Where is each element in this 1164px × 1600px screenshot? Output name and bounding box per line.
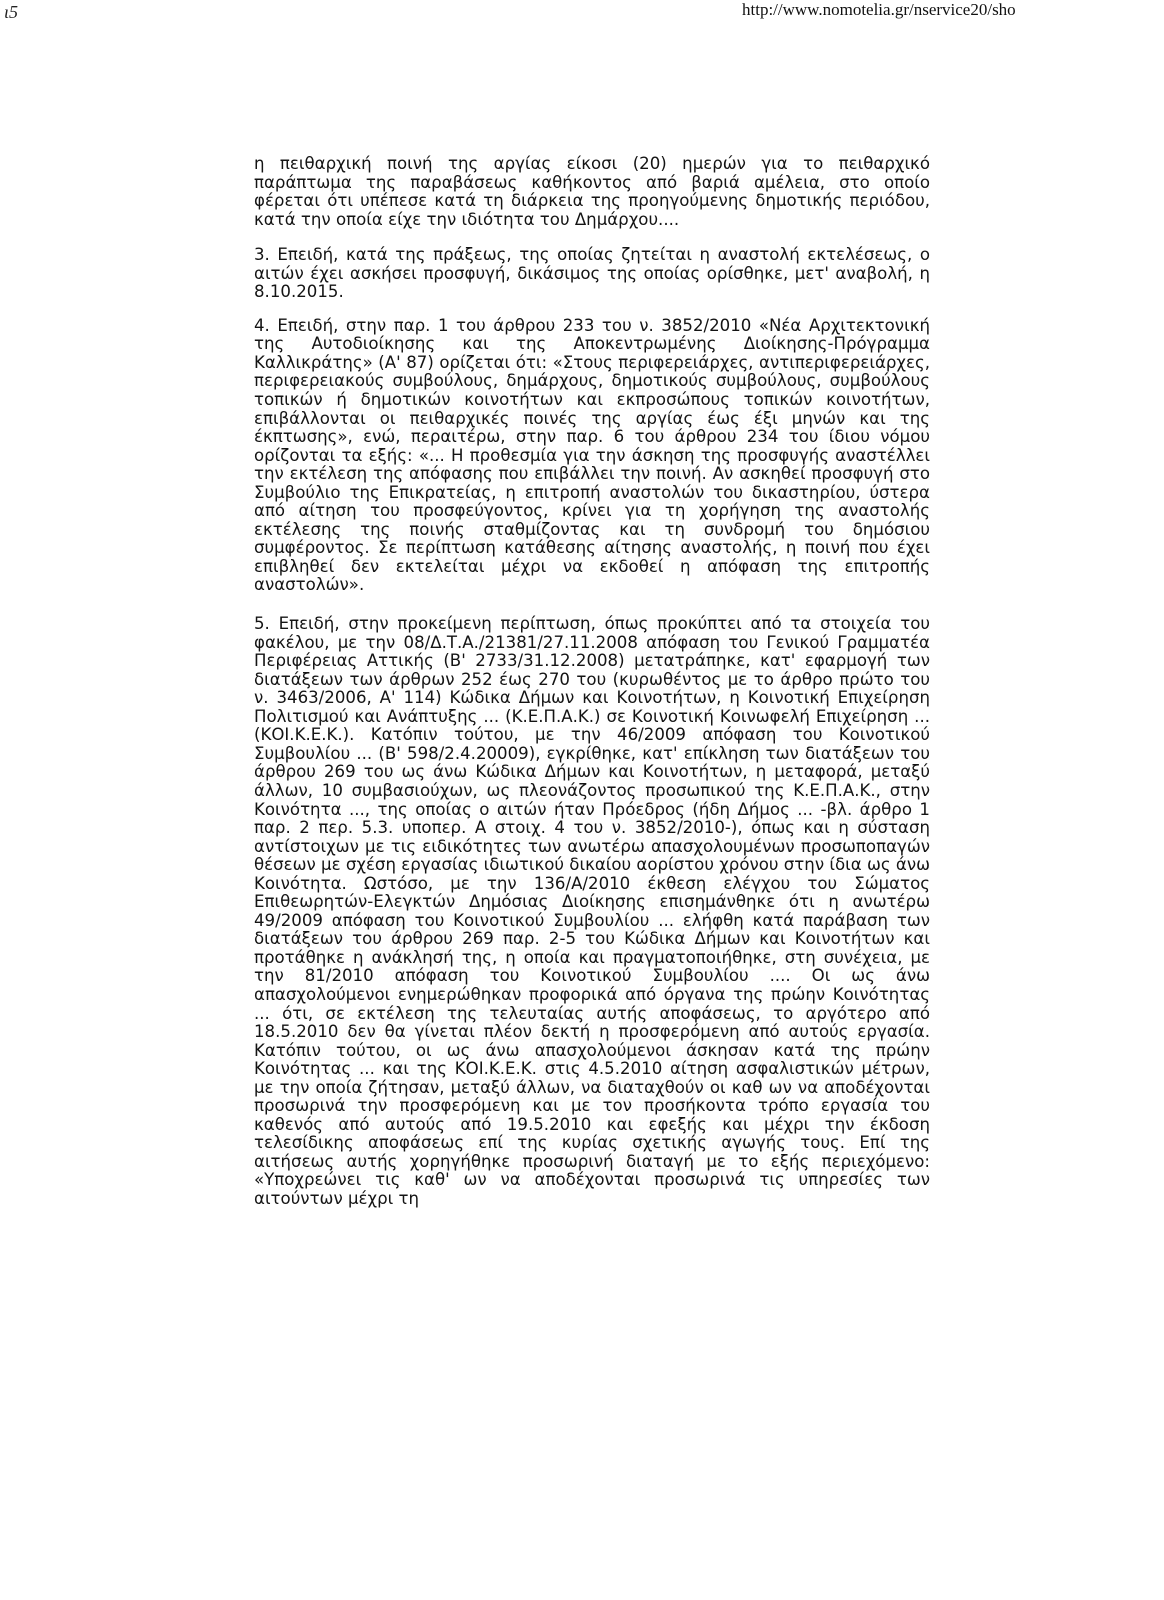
paragraph-5: 5. Επειδή, στην προκείμενη περίπτωση, όπως προκύπτει από τα στοιχεία του φακέλου, με την 08/Δ.Τ.Α./21381/27.11.2008 απόφαση του Γενικού Γραμματέα Περιφέρειας Αττικής (Β' 2733/31.12.2008) μετατράπηκε, κατ' εφαρμογή των διατάξεων των άρθρων 252 έως 270 του (κυρωθέντος με το άρθρο πρώτο του ν. 3463/2006, Α' 114) Κώδικα Δήμων και Κοινοτήτων, η Κοινοτική Επιχείρηση Πολιτισμού και Ανάπτυξης ... (Κ.Ε.Π.Α.Κ.) σε Κοινοτική Κοινωφελή Επιχείρηση ... (ΚΟΙ.Κ.Ε.Κ.). Κατόπιν τούτου, με την 46/2009 απόφαση του Κοινοτικού Συμβουλίου ... (Β' 598/2.4.20009), εγκρίθηκε, κατ' επίκληση των διατάξεων του άρθρου 269 του ως άνω Κώδικα Δήμων και Κοινοτήτων, η μεταφορά, μεταξύ άλλων, 10 συμβασιούχων, ως πλεονάζοντος προσωπικού της Κ.Ε.Π.Α.Κ., στην Κοινότητα ..., της οποίας ο αιτών ήταν Πρόεδρος (ήδη Δήμος ... -βλ. άρθρο 1 παρ. 2 περ. 5.3. υποπερ. Α στοιχ. 4 του ν. 3852/2010-), όπως και η σύσταση αντίστοιχων με τις ειδικότητες των ανωτέρω απασχολουμένων προσωποπαγών θέσεων με σχέση εργασίας ιδιωτικού δικαίου αορίστου χρόνου στην ίδια ως άνω Κοινότητα. Ωστόσο, με την 136/Α/2010 έκθεση ελέγχου του Σώματος Επιθεωρητών-Ελεγκτών Δημόσιας Διοίκησης επισημάνθηκε ότι η ανωτέρω 49/2009 απόφαση του Κοινοτικού Συμβουλίου ... ελήφθη κατά παράβαση των διατάξεων του άρθρου 269 παρ. 2-5 του Κώδικα Δήμων και Κοινοτήτων και προτάθηκε η ανάκλησή της, η οποία και πραγματοποιήθηκε, στη συνέχεια, με την 81/2010 απόφαση του Κοινοτικού Συμβουλίου .... Οι ως άνω απασχολούμενοι ενημερώθηκαν προφορικά από όργανα της πρώην Κοινότητας ... ότι, σε εκτέλεση της τελευταίας αυτής αποφάσεως, το αργότερο από 18.5.2010 δεν θα γίνεται πλέον δεκτή η προσφερόμενη από αυτούς εργασία. Κατόπιν τούτου, οι ως άνω απασχολούμενοι άσκησαν κατά της πρώην Κοινότητας ... και της ΚΟΙ.Κ.Ε.Κ. στις 4.5.2010 αίτηση ασφαλιστικών μέτρων, με την οποία ζήτησαν, μεταξύ άλλων, να διαταχθούν οι καθ ων να αποδέχονται προσωρινά την προσφερόμενη και με τον προσήκοντα τρόπο εργασία του καθενός από αυτούς από 19.5.2010 και εφεξής και μέχρι την έκδοση τελεσίδικης αποφάσεως επί της κυρίας σχετικής αγωγής τους. Επί της αιτήσεως αυτής χορηγήθηκε προσωρινή διαταγή με το εξής περιεχόμενο: «Υποχρεώνει τις καθ' ων να αποδέχονται προσωρινά τις υπηρεσίες των αιτούντων μέχρι τη [254,614,930,1208]
page-url: http://www.nomotelia.gr/nservice20/sho [742,0,1016,19]
document-body [254,155,930,1227]
page-number: ι5 [4,2,19,22]
paragraph-continued: η πειθαρχική ποινή της αργίας είκοσι (20) ημερών για το πειθαρχικό παράπτωμα της παραβάσεως καθήκοντος από βαριά αμέλεια, στο οποίο φέρεται ότι υπέπεσε κατά τη διάρκεια της προηγούμενης δημοτικής περιόδου, κατά την οποία είχε την ιδιότητα του Δημάρχου.... [254,154,930,229]
paragraph-4: 4. Επειδή, στην παρ. 1 του άρθρου 233 του ν. 3852/2010 «Νέα Αρχιτεκτονική της Αυτοδιοίκησης και της Αποκεντρωμένης Διοίκησης-Πρόγραμμα Καλλικράτης» (Α' 87) ορίζεται ότι: «Στους περιφερειάρχες, αντιπεριφερειάρχες, περιφερειακούς συμβούλους, δημάρχους, δημοτικούς συμβούλους, συμβούλους τοπικών ή δημοτικών κοινοτήτων και εκπροσώπους τοπικών κοινοτήτων, επιβάλλονται οι πειθαρχικές ποινές της αργίας έως έξι μηνών και της έκπτωσης», ενώ, περαιτέρω, στην παρ. 6 του άρθρου 234 του ίδιου νόμου ορίζονται τα εξής: «... Η προθεσμία για την άσκηση της προσφυγής αναστέλλει την εκτέλεση της απόφασης που επιβάλλει την ποινή. Αν ασκηθεί προσφυγή στο Συμβούλιο της Επικρατείας, η επιτροπή αναστολών του δικαστηρίου, ύστερα από αίτηση του προσφεύγοντος, κρίνει για τη χορήγηση της αναστολής εκτέλεσης της ποινής σταθμίζοντας και τη συνδρομή του δημόσιου συμφέροντος. Σε περίπτωση κατάθεσης αίτησης αναστολής, η ποινή που έχει επιβληθεί δεν εκτελείται μέχρι να εκδοθεί η απόφαση της επιτροπής αναστολών». [254,315,930,595]
paragraph-3: 3. Επειδή, κατά της πράξεως, της οποίας ζητείται η αναστολή εκτελέσεως, ο αιτών έχει ασκήσει προσφυγή, δικάσιμος της οποίας ορίσθηκε, μετ' αναβολή, η 8.10.2015. [254,245,930,302]
